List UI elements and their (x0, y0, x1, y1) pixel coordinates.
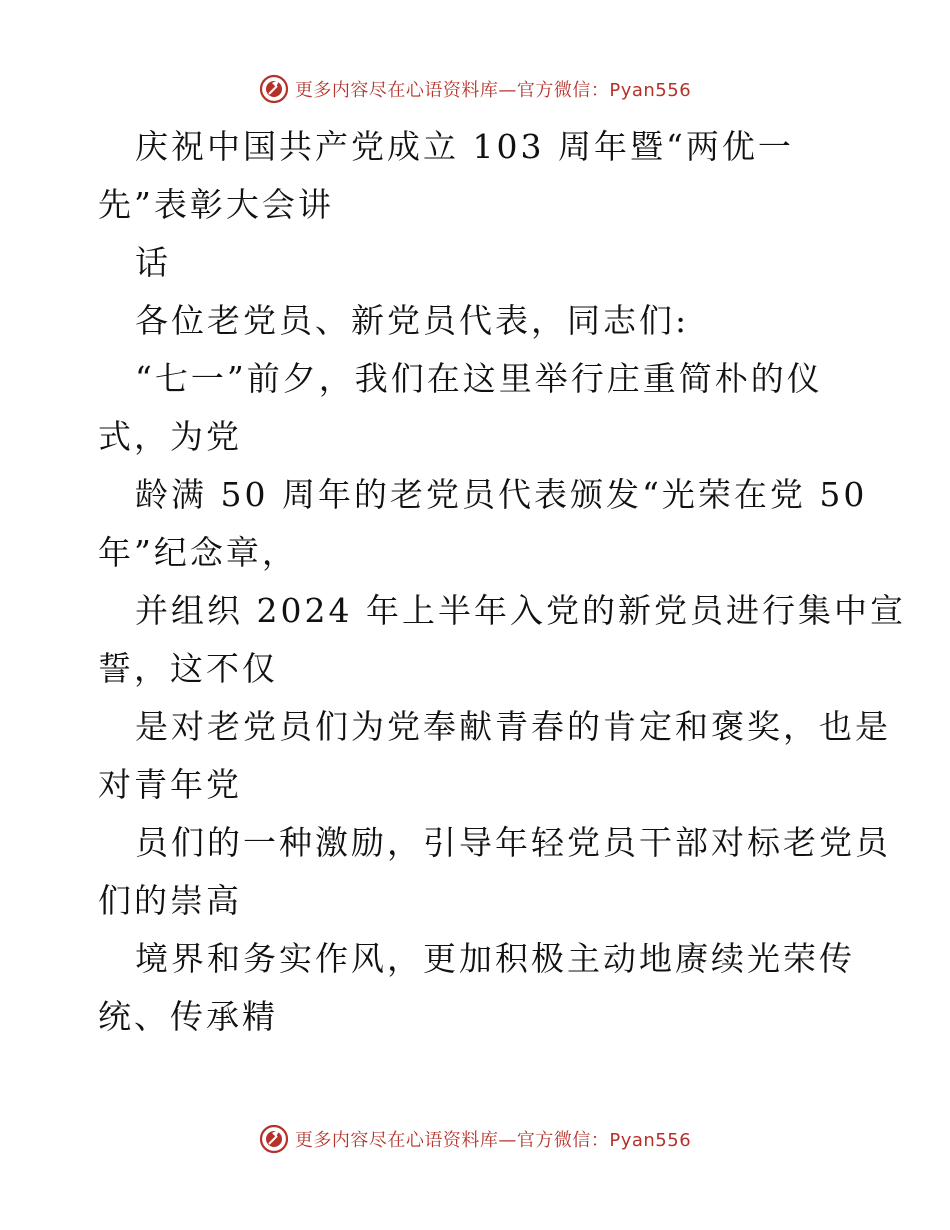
document-body (98, 118, 906, 1046)
watermark-text: 更多内容尽在心语资料库—官方微信：Pyan556 (294, 80, 692, 101)
salutation-line: 各位老党员、新党员代表，同志们: (135, 301, 690, 340)
paragraph-line: 是对老党员们为党奉献青春的肯定和褒奖，也是 (135, 707, 891, 746)
footer-watermark (0, 1122, 950, 1156)
watermark-text: 更多内容尽在心语资料库—官方微信：Pyan556 (294, 1130, 692, 1151)
header-watermark (0, 72, 950, 106)
paragraph-line: 员们的一种激励，引导年轻党员干部对标老党员 (135, 823, 891, 862)
title-line-1: 庆祝中国共产党成立 103 周年暨“两优一 (135, 127, 794, 166)
paragraph-line: 对青年党 (98, 765, 242, 804)
pen-logo-icon (259, 1124, 289, 1154)
paragraph-line: 式，为党 (98, 417, 242, 456)
paragraph-line: 誓，这不仅 (98, 649, 278, 688)
paragraph-line: 境界和务实作风，更加积极主动地赓续光荣传 (135, 939, 855, 978)
paragraph-line: 年”纪念章， (98, 533, 298, 572)
paragraph-line: 龄满 50 周年的老党员代表颁发“光荣在党 50 (135, 475, 868, 514)
paragraph-line: 统、传承精 (98, 997, 278, 1036)
paragraph-line: 们的崇高 (98, 881, 242, 920)
title-line-3: 话 (135, 243, 171, 282)
paragraph-line: 并组织 2024 年上半年入党的新党员进行集中宣 (135, 591, 906, 630)
pen-logo-icon (259, 74, 289, 104)
title-line-2: 先”表彰大会讲 (98, 185, 334, 224)
paragraph-line: “七一”前夕，我们在这里举行庄重简朴的仪 (135, 359, 823, 398)
